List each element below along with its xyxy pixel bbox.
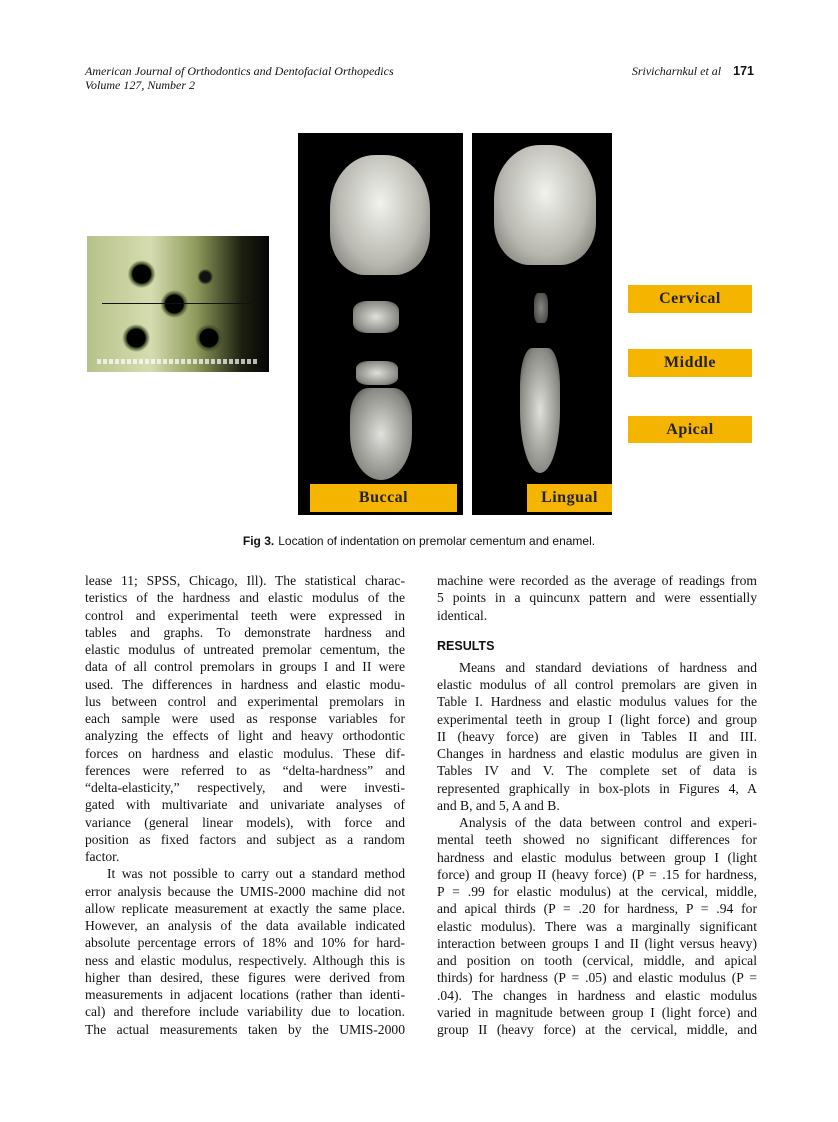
- text-line: elastic modulus of all control premolars are given in: [437, 677, 757, 692]
- text-line: control and experimental teeth were expressed in: [85, 607, 405, 623]
- text-line: 5 points in a quincunx pattern and were essentially: [437, 590, 757, 606]
- text-line: absolute percentage errors of 18% and 10% for hard-: [85, 935, 405, 951]
- buccal-tooth-image: [298, 133, 463, 515]
- section-heading-results: RESULTS: [437, 638, 495, 653]
- indentation-micrograph: [87, 236, 269, 372]
- text-line: mental teeth showed no significant differences for: [437, 832, 757, 848]
- text-line: The actual measurements taken by the UMIS-2000: [85, 1021, 405, 1037]
- text-line: interaction between groups I and II (light versus heavy): [437, 935, 757, 951]
- text-line: “delta-elasticity,” respectively, and were investi-: [85, 780, 405, 795]
- text-line: represented graphically in box-plots in Figures 4, A: [437, 780, 757, 796]
- running-header-right: [632, 64, 754, 78]
- text-line: force) and group II (heavy force) (P = .15 for hardness,: [437, 866, 757, 882]
- text-line: error analysis because the UMIS-2000 machine did not: [85, 883, 405, 899]
- authors: Srivicharnkul et al: [631, 64, 722, 78]
- caption-text: Location of indentation on premolar cementum and enamel.: [278, 534, 596, 548]
- label-apical: Apical: [628, 416, 752, 443]
- text-line: allow replicate measurement at exactly the same place.: [85, 900, 405, 916]
- text-line: identical.: [437, 607, 488, 623]
- text-line: higher than desired, these figures were derived from: [85, 969, 405, 985]
- left-column: [85, 572, 405, 1038]
- text-line: It was not possible to carry out a standard method: [107, 866, 405, 882]
- text-line: variance (general linear models), with force and: [85, 814, 405, 830]
- lingual-tooth-image: [472, 133, 612, 515]
- text-line: ferences were referred to as “delta-hardness” and: [85, 762, 405, 778]
- text-line: measurements in adjacent locations (rather than identi-: [85, 987, 405, 1002]
- text-line: Tables IV and V. The complete set of data is: [437, 763, 757, 779]
- text-line: cal) and therefore include variability due to location.: [85, 1004, 405, 1020]
- text-line: analyzing the effects of light and heavy orthodontic: [85, 728, 405, 744]
- text-line: tables and graphs. To demonstrate hardness and: [85, 624, 405, 640]
- label-middle: Middle: [628, 349, 752, 377]
- text-line: .04). The changes in hardness and elastic modulus: [437, 987, 757, 1003]
- figure-caption: [0, 534, 838, 548]
- text-line: machine were recorded as the average of readings from: [437, 573, 757, 588]
- text-line: and apical thirds (P = .20 for hardness, P = .94 for: [437, 901, 757, 917]
- text-line: experimental teeth in group I (light force) and group: [437, 711, 757, 727]
- text-line: hardness and elastic modulus between group I (light: [437, 849, 757, 865]
- text-line: Table I. Hardness and elastic modulus values for the: [437, 694, 757, 710]
- text-line: group II (heavy force) at the cervical, middle, and: [437, 1022, 757, 1037]
- text-line: and position on tooth (cervical, middle, and apical: [437, 953, 757, 968]
- text-line: P = .99 for elastic modulus) at the cervical, middle,: [437, 884, 757, 899]
- text-line: factor.: [85, 849, 120, 864]
- text-line: and B, and 5, A and B.: [437, 797, 560, 813]
- text-line: Changes in hardness and elastic modulus are given in: [437, 746, 757, 761]
- right-column: [437, 572, 757, 1038]
- caption-label: Fig 3.: [242, 534, 275, 548]
- text-line: forces on hardness and elastic modulus. These dif-: [85, 745, 405, 761]
- text-line: data of all control premolars in groups I and II were: [85, 659, 405, 675]
- text-line: Means and standard deviations of hardness and: [459, 659, 757, 675]
- text-line: used. The differences in hardness and elastic modu-: [85, 676, 405, 692]
- text-line: elastic modulus). There was a marginally significant: [437, 918, 757, 934]
- text-line: each sample were used as response variables for: [85, 711, 405, 726]
- text-line: lus between control and experimental premolars in: [85, 693, 405, 709]
- text-line: lease 11; SPSS, Chicago, Ill). The statistical charac-: [85, 573, 405, 588]
- text-line: thirds) for hardness (P = .05) and elastic modulus (P =: [437, 970, 757, 986]
- running-header-left: [85, 64, 394, 92]
- text-line: varied in magnitude between group I (light force) and: [437, 1004, 757, 1020]
- text-line: teristics of the hardness and elastic modulus of the: [85, 590, 405, 606]
- text-line: elastic modulus of untreated premolar cementum, the: [85, 642, 405, 657]
- text-line: ness and elastic modulus, respectively. Although this is: [85, 952, 405, 968]
- label-lingual: Lingual: [527, 484, 612, 512]
- label-buccal: Buccal: [310, 484, 457, 512]
- text-line: II (heavy force) are given in Tables II and III.: [437, 728, 757, 744]
- journal-title: American Journal of Orthodontics and Dentofacial Orthopedics: [85, 64, 394, 78]
- page-number: 171: [733, 64, 754, 78]
- text-line: position as fixed factors and subject as a random: [85, 831, 405, 847]
- text-line: gated with multivariate and univariate analyses of: [85, 797, 405, 813]
- label-cervical: Cervical: [628, 285, 752, 313]
- journal-volume: Volume 127, Number 2: [85, 78, 195, 92]
- text-line: However, an analysis of the data available indicated: [85, 918, 405, 933]
- text-line: Analysis of the data between control and experi-: [459, 815, 757, 830]
